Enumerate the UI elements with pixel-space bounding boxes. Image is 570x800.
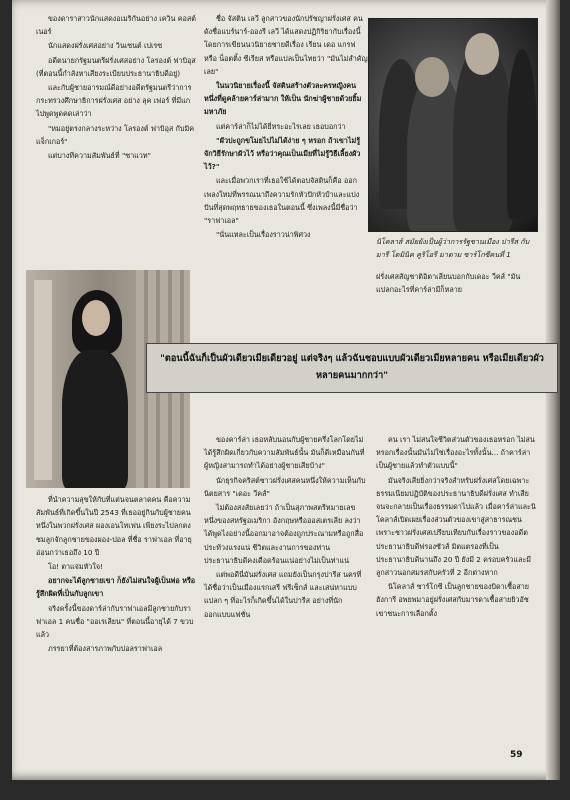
paragraph: "หมอยู่ตรงกลางระหว่าง โลรองต์ ฟาบิอุส กับมิค แจ็กเกอร์": [36, 123, 195, 146]
paragraph: อดีตนายกรัฐมนตรีฝรั่งเศสอย่าง โลรองต์ ฟาบิอุส (ที่ตอนนี้กำลังหาเสียงระเบียบประธานาธิบดีอยู่): [36, 55, 196, 78]
paragraph: "ผัวปะถูกขโมยไปไม่ได้ง่าย ๆ หรอก ถ้าเขาไม่รู้จักวิธีรักษาผัวไว้ หรือว่าคุณเป็นเมียที่ไม่รู้วิธีเลี้ยงผัวไว้?": [204, 135, 361, 172]
photo-face: [82, 300, 110, 336]
photo-curtain: [34, 280, 52, 480]
paragraph: แต่คาร์ล่าก็ไม่ได้ยี่หระอะไรเลย เธอบอกว่า: [216, 121, 346, 131]
paragraph: และเมื่อพวกเราที่เธอใช้ได้ตอบจัสตินก็คือ ออกเพลงใหม่ที่พรรณนาถึงความรักหัวปักหัวปำและแบ่งปันที่สุดพฤทธายของเธอในตอนนี้ ซึ่งเพลงนี้มีชื่อว่า "ราฟาเอล": [204, 176, 360, 226]
photo-dress: [62, 350, 128, 488]
paragraph: นิโคลาส์ ซาร์โกซี เป็นลูกชายของบิดาเชื้อสายฮังการี อพยพมาอยู่ฝรั่งเศสกับมารดาเชื้อสายยิวอัช เขาชนะการเลือกตั้ง: [376, 582, 529, 618]
paragraph: จริงครั้งนี้ของดาร์ล่ากับราฟาเอลมีลูกชายกับราฟาเอล 1 คนชื่อ "ออเรเลียน" ที่ตอนนี้อายุได้ 7 ขวบแล้ว: [36, 603, 194, 640]
paragraph: ของคาร์ล่า เธอหลับนอนกับผู้ชายครึ่งโลกโดยไม่ได้รู้สึกผิดเกี่ยวกับความสัมพันธ์นั้น มันก็ดีเหมือนกันที่ผู้หญิงสามารถทำได้อย่างผู้ชายเสียบ้าง": [204, 435, 365, 471]
paragraph: ไม่ต้องสงสัยเลยว่า ถ้าเป็นสุภาพสตรีหมายเลขหนึ่งของสหรัฐอเมริกา อังกฤษหรือออสเตรเลีย ลงว่าได้พูดไงอย่างนี้ออกมาอาจต้องถูกประณามหรือถูกสื่อประท้วงแรงแน่ ชีวิตและงานการของท่านประธานาธิบดีคงเดือดร้อนแน่อย่างไม่เป็นท่าแน่: [204, 503, 364, 565]
paragraph: แต่บางทีความสัมพันธ์ที่ "ซาแวท": [48, 151, 151, 161]
paragraph: ของดาราสาวนักแสดงอเมริกันอย่าง เควิน คอสต์เนอร์: [36, 14, 196, 37]
paragraph: ที่นำความสุขให้กับที่แต่นจนตลาดคน คือความสัมพันธ์ที่เกิดขึ้นในปี 2543 ที่เธออยู่กินกับผู้ชายคนหนึ่งในพวกฝรั่งเศส ผองเอนโทเฟน เพียงระไปลกตงชมลูกจักลูกชายของผอง-ปอล ที่ชื่อ ราฟาเอล ที่อายุอ่อนกว่าเธอถึง 10 ปี: [36, 495, 192, 557]
article-column-5: [204, 433, 368, 622]
paragraph: ชื่อ จัสติน เลวี ลูกสาวของนักปรัชญาฝรั่งเศส คนดังชื่อแบร์นาร์-อองรี เลวี ได้แสดงปฏิกิริยากับเรื่องนี้โดยการเขียนนวนิยายชายดีเรื่อง เรียน เดอ แกรฟ หรือ น็อตติ้ง ซีเรียส หรือแปลเป็นไทยว่า "มันไม่สำคัญเลย": [204, 14, 368, 76]
paragraph: นักแสดงฝรั่งเศสอย่าง วินเซนต์ เปเรซ: [48, 41, 163, 51]
page-number: 59: [510, 750, 523, 760]
paragraph: อยากจะได้ลูกชายเขา ก็ยังไม่สนใจผู้เป็นพ่อ หรือรู้สึกผิดที่เป็นกับลูกเขา: [36, 576, 196, 599]
pull-quote: "ตอนนี้ฉันก็เป็นผัวเดียวเมียเดียวอยู่ แต่จริงๆ แล้วฉันชอบแบบผัวเดียวเมียหลายคน หรือเมียเดียวผัวหลายคนมากกว่า": [146, 343, 558, 393]
paragraph: ภรรยาที่ต้องสารภาพกับปอลราฟาเอล: [48, 644, 163, 654]
article-column-2: [204, 12, 368, 242]
article-column-4: [36, 493, 196, 656]
paragraph: "นั่นแหละเป็นเรื่องราวน่าพิศวง: [216, 230, 311, 240]
photo-couple: [368, 18, 538, 232]
paragraph: โอ! ตาแจ่มหัวใจ!: [48, 562, 104, 572]
magazine-page: [12, 0, 560, 780]
photo-face: [465, 33, 499, 75]
photo-figure: [507, 49, 537, 219]
paragraph: นักธุรกิจคริสต์ชาวฝรั่งเศสคนหนึ่งให้ความเห็นกับนิตยสาร "เดอะ วีคส์": [204, 475, 366, 498]
article-column-6: [376, 433, 536, 621]
paragraph: คน เรา ไม่สนใจชีวิตส่วนตัวของเธอหรอก ไม่สนหรอกเรื่องนั้นมันไม่ใช่เรื่องอะไรทั้งนั้น... ถ้าคาร์ล่าเป็นผู้ชายแล้วทำตัวแบบนี้": [376, 435, 535, 471]
photo-face: [415, 57, 449, 97]
caption-continuation: ฝรั่งเศสสัญชาติอิตาเลียนบอกกับเดอะ วีคส์ "มันแปลกอะไรที่คาร์ล่ามีก็หลาย: [376, 272, 521, 294]
paragraph: แต่พอดีนี่มันฝรั่งเศส แถมยังเป็นกรุงปารีส นครที่ได้ชื่อว่าเป็นเมืองแรกเสรี ฟรีเซ็กส์ และเสน่หาแบบแปลก ๆ ที่อะไรก็เกิดขึ้นได้ในปารีส อย่างที่นักออกแบบแฟชั่น: [204, 570, 362, 619]
paragraph: และกับผู้ชายอารมณ์ดีอย่างอดีตรัฐมนตรีว่าการกระทรวงศึกษาธิการฝรั่งเศส อย่าง ลุค เฟอร์ ที่มีแกไปพูดพูดคดเล่าว่า: [36, 83, 192, 119]
paragraph: ในนวนิยายเรื่องนี้ จัสตินสร้างตัวละครหญิงคนหนึ่งที่ดูคล้ายคาร์ล่ามาก ให้เป็น นักฆ่าผู้ชายด้วยยิ้มมหาภัย: [204, 81, 362, 117]
paragraph: มันจริงเสียยิ่งกว่าจริงสำหรับฝรั่งเศสโดยเฉพาะธรรมเนียมปฏิบัติของประธานาธิบดีฝรั่งเศส ทำเสียจนจะกลายเป็นเรื่องธรรมดาไปแล้ว เมื่อคาร์ล่าและนิโคลาส์เปิดเผยเรื่องส่วนตัวของเขาสู่สาธารณชนเพราะชาวฝรั่งเศสเปรียบเทียบกับเรื่องราวของอดีตประธานาธิบดีฟรองซัวส์ มิตแตรองที่เป็นประธานาธิบดีนานถึง 20 ปี ยังมี 2 ครอบครัวและมีลูกสาวนอกสมรสกับครัวที่ 2 อีกต่างหาก: [376, 475, 536, 578]
article-column-1: [36, 12, 196, 163]
photo-caption: นิโคลาส์ สมัยยังเป็นผู้ว่าการรัฐชานเมือง ปารีส กับ มารี โดมินิค คูริโอรี มาดาม ซาร์โกซีคนที่ 1: [376, 237, 530, 259]
